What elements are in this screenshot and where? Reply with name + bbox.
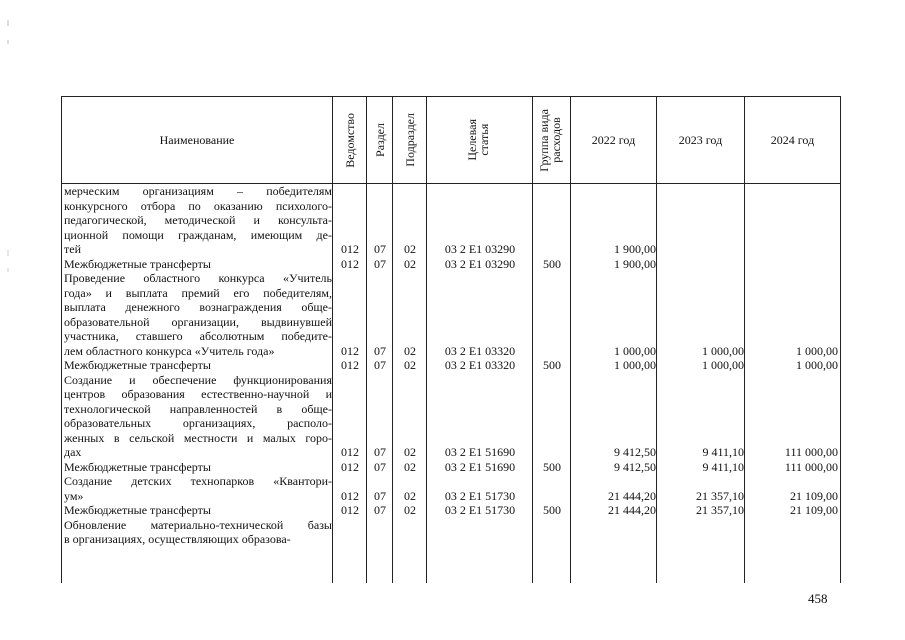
- cell-gruppa: 500: [543, 459, 561, 474]
- header-celevaya: [427, 97, 532, 183]
- header-vedomstvo: [333, 97, 366, 183]
- cell-vedomstvo: 012: [341, 242, 359, 256]
- cell-podrazdel: 02: [404, 358, 416, 372]
- table-row: [62, 271, 840, 358]
- row-name-line: технологической направленностей в обще-: [64, 401, 332, 416]
- cell-2023: 1 000,00: [702, 343, 744, 358]
- row-name-line: Создание и обеспечение функционирования: [64, 372, 332, 387]
- cell-vedomstvo: 012: [341, 445, 359, 459]
- cell-2024: 21 109,00: [790, 488, 838, 503]
- row-name-line: Создание детских технопарков «Квантори-: [64, 474, 332, 488]
- cell-celevaya: 03 2 E1 51690: [444, 459, 516, 474]
- cell-2022: 21 444,20: [608, 488, 656, 503]
- cell-vedomstvo: 012: [341, 459, 359, 474]
- cell-gruppa: 500: [543, 358, 561, 372]
- cell-2022: 1 900,00: [614, 242, 656, 256]
- cell-2024: 111 000,00: [784, 459, 838, 474]
- row-name-line: конкурсного отбора по оказанию психолого-: [64, 198, 332, 213]
- row-name-line: мерческим организациям – победителям: [64, 184, 332, 198]
- cell-podrazdel: 02: [404, 445, 416, 459]
- cell-2022: 21 444,20: [608, 503, 656, 517]
- header-celevaya-line2: статья: [476, 124, 491, 156]
- cell-podrazdel: 02: [404, 242, 416, 256]
- header-celevaya-label: [466, 119, 494, 161]
- header-2024-label: 2024 год: [770, 132, 815, 147]
- row-name-line: ум»: [64, 488, 84, 503]
- cell-podrazdel: 02: [404, 343, 416, 358]
- table-row: [62, 518, 840, 547]
- cell-2022: 1 000,00: [614, 343, 656, 358]
- budget-table: [61, 96, 841, 583]
- cell-2024: 1 000,00: [796, 343, 838, 358]
- header-2022-label: 2022 год: [591, 132, 636, 147]
- header-podrazdel: [393, 97, 426, 183]
- cell-2022: 9 412,50: [614, 459, 656, 474]
- cell-gruppa: 500: [543, 256, 561, 271]
- row-name-line: выплата денежного вознаграждения обще-: [64, 300, 332, 314]
- cell-gruppa: 500: [543, 503, 561, 517]
- row-name-line: ционной помощи гражданам, имеющим де-: [64, 227, 332, 242]
- row-name-line: тей: [64, 242, 81, 256]
- row-name-line: в организациях, осуществляющих образова-: [64, 532, 291, 546]
- cell-2024: 21 109,00: [790, 503, 838, 517]
- header-name: [62, 97, 332, 183]
- row-name-line: центров образования естественно-научной и: [64, 387, 332, 401]
- header-gruppa: [533, 97, 570, 183]
- row-name-line: года» и выплата премий его победителям,: [64, 285, 332, 300]
- table-row: [62, 373, 840, 460]
- cell-razdel: 07: [374, 358, 386, 372]
- row-name-line: Обновление материально-технической базы: [64, 517, 332, 532]
- cell-vedomstvo: 012: [341, 256, 359, 271]
- cell-celevaya: 03 2 E1 51730: [444, 503, 516, 517]
- header-2023-label: 2023 год: [678, 132, 723, 147]
- table-row: [62, 474, 840, 503]
- cell-razdel: 07: [374, 256, 386, 271]
- cell-2022: 1 000,00: [614, 358, 656, 372]
- cell-vedomstvo: 012: [341, 358, 359, 372]
- header-2023: [657, 97, 744, 183]
- page-number: 458: [808, 591, 828, 606]
- cell-vedomstvo: 012: [341, 503, 359, 517]
- row-name-line: педагогической, методической и консульта-: [64, 213, 332, 227]
- header-razdel-label: Раздел: [372, 123, 387, 157]
- cell-razdel: 07: [374, 503, 386, 517]
- cell-vedomstvo: 012: [341, 343, 359, 358]
- header-gruppa-line2: расходов: [548, 117, 563, 163]
- scan-edge-marks: [6, 0, 10, 640]
- header-celevaya-line1: Целевая: [464, 119, 479, 161]
- row-name-line: Межбюджетные трансферты: [64, 459, 211, 474]
- cell-razdel: 07: [374, 242, 386, 256]
- cell-celevaya: 03 2 E1 03320: [444, 343, 516, 358]
- row-name-line: Межбюджетные трансферты: [64, 256, 211, 271]
- header-2024: [745, 97, 840, 183]
- cell-celevaya: 03 2 E1 51730: [444, 488, 516, 503]
- header-name-label: Наименование: [159, 132, 235, 147]
- cell-2024: 1 000,00: [796, 358, 838, 372]
- header-gruppa-line1: Группа вида: [536, 108, 551, 172]
- cell-celevaya: 03 2 E1 51690: [444, 445, 516, 459]
- cell-2023: 9 411,10: [702, 445, 744, 459]
- table-row: [62, 257, 840, 272]
- cell-podrazdel: 02: [404, 256, 416, 271]
- cell-celevaya: 03 2 E1 03320: [444, 358, 516, 372]
- row-name-line: женных в сельской местности и малых горо-: [64, 430, 332, 445]
- row-name-line: Межбюджетные трансферты: [64, 358, 211, 372]
- header-vedomstvo-label: Ведомство: [342, 112, 357, 168]
- table-row: [62, 184, 840, 257]
- cell-2023: 9 411,10: [702, 459, 744, 474]
- row-name-line: участника, ставшего абсолютным победите-: [64, 329, 332, 343]
- row-name-line: образовательной организации, выдвинувшей: [64, 314, 332, 329]
- cell-celevaya: 03 2 E1 03290: [444, 242, 516, 256]
- cell-2022: 1 900,00: [614, 256, 656, 271]
- cell-vedomstvo: 012: [341, 488, 359, 503]
- row-name-line: лем областного конкурса «Учитель года»: [64, 343, 275, 358]
- cell-2024: 111 000,00: [784, 445, 838, 459]
- header-podrazdel-label: Подраздел: [402, 113, 417, 167]
- cell-razdel: 07: [374, 343, 386, 358]
- row-name-line: Межбюджетные трансферты: [64, 503, 211, 517]
- row-name-line: образовательных организациях, располо-: [64, 416, 332, 430]
- table-row: [62, 460, 840, 475]
- cell-celevaya: 03 2 E1 03290: [444, 256, 516, 271]
- cell-podrazdel: 02: [404, 488, 416, 503]
- row-name-line: Проведение областного конкурса «Учитель: [64, 271, 332, 285]
- cell-2023: 21 357,10: [696, 503, 744, 517]
- row-name-line: дах: [64, 445, 82, 459]
- header-gruppa-label: [538, 109, 566, 172]
- cell-2022: 9 412,50: [614, 445, 656, 459]
- cell-podrazdel: 02: [404, 459, 416, 474]
- header-razdel: [367, 97, 392, 183]
- table-row: [62, 503, 840, 518]
- cell-2023: 21 357,10: [696, 488, 744, 503]
- cell-razdel: 07: [374, 445, 386, 459]
- cell-2023: 1 000,00: [702, 358, 744, 372]
- table-row: [62, 358, 840, 373]
- cell-razdel: 07: [374, 488, 386, 503]
- cell-razdel: 07: [374, 459, 386, 474]
- cell-podrazdel: 02: [404, 503, 416, 517]
- header-2022: [571, 97, 656, 183]
